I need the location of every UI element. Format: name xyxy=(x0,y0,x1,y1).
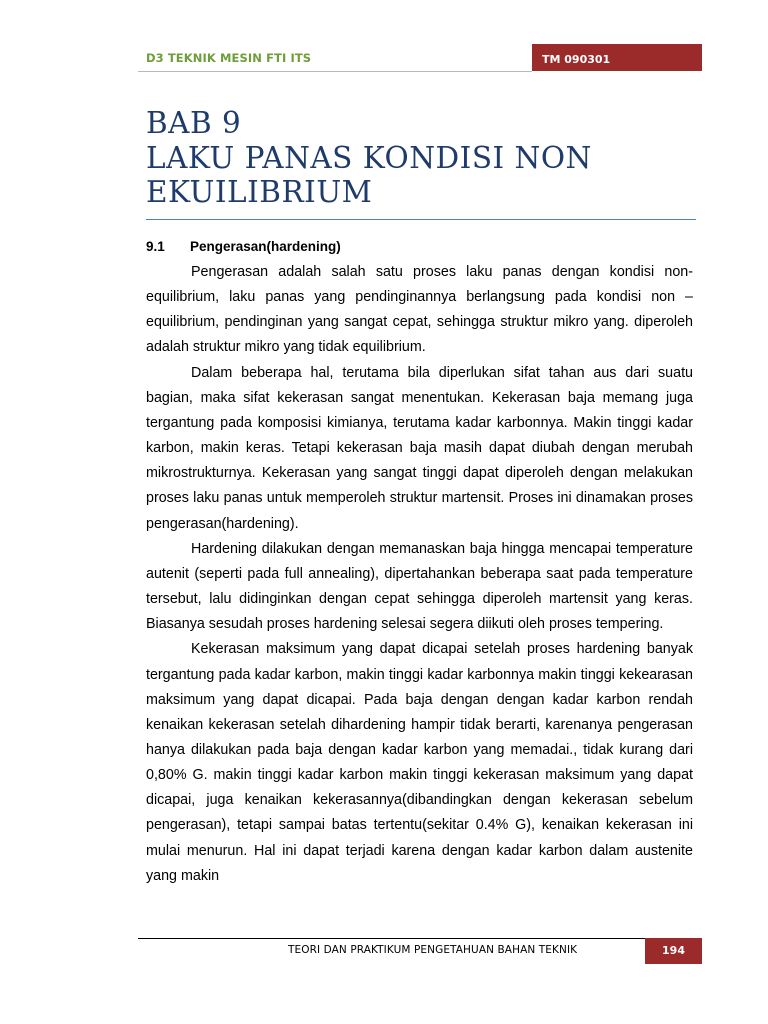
section-number: 9.1 xyxy=(146,239,165,254)
body-text xyxy=(146,260,693,889)
header-institution: D3 TEKNIK MESIN FTI ITS xyxy=(146,51,312,65)
course-code: TM 090301 xyxy=(542,53,611,66)
header-divider xyxy=(138,71,532,72)
title-divider xyxy=(146,219,696,220)
paragraph: Hardening dilakukan dengan memanaskan baja hingga mencapai temperature autenit (seperti pada full annealing), dipertahankan beberapa saat pada temperature tersebut, lalu didinginkan dengan cepat sehingga diperoleh martensit yang keras. Biasanya sesudah proses hardening selesai segera diikuti oleh proses tempering. xyxy=(146,540,693,633)
paragraph: Dalam beberapa hal, terutama bila diperlukan sifat tahan aus dari suatu bagian, maka sifat kekerasan sangat menentukan. Kekerasan baja memang juga tergantung pada komposisi kimianya, terutama kadar karbonnya. Makin tinggi kadar karbon, makin keras. Tetapi kekerasan baja masih dapat diubah dengan merubah mikrostrukturnya. Kekerasan yang sangat tinggi dapat diperoleh dengan melakukan proses laku panas untuk memperoleh struktur martensit. Proses ini dinamakan proses pengerasan(hardening). xyxy=(146,364,693,532)
page-number: 194 xyxy=(662,944,685,957)
section-title: Pengerasan(hardening) xyxy=(190,239,341,254)
chapter-title xyxy=(146,106,706,210)
section-heading xyxy=(146,239,341,254)
chapter-title-line-2: EKUILIBRIUM xyxy=(146,175,373,209)
footer-divider xyxy=(138,938,645,939)
chapter-title-line-1: LAKU PANAS KONDISI NON xyxy=(146,140,592,175)
paragraph: Kekerasan maksimum yang dapat dicapai setelah proses hardening banyak tergantung pada kadar karbon, makin tinggi kadar karbonnya makin tinggi kekearasan maksimum yang dapat dicapai. Pada baja dengan dengan kadar karbon rendah kenaikan kekerasan setelah dihardening hampir tidak berarti, karenanya pengerasan hanya dilakukan pada baja dengan kadar karbon yang memadai., tidak kurang dari 0,80% G. makin tinggi kadar karbon makin tinggi kekerasan maksimum yang dapat dicapai, juga kenaikan kekerasannya(dibandingkan dengan kekerasan sebelum pengerasan), tetapi sampai batas tertentu(sekitar 0.4% G), kenaikan kekerasan ini mulai menurun. Hal ini dapat terjadi karena dengan kadar karbon dalam austenite yang makin xyxy=(146,641,693,884)
page-number-badge xyxy=(645,938,702,964)
paragraph: Pengerasan adalah salah satu proses laku panas dengan kondisi non-equilibrium, laku panas yang pendinginannya berlangsung pada kondisi non – equilibrium, pendinginan yang sangat cepat, sehingga struktur mikro yang. diperoleh adalah struktur mikro yang tidak equilibrium. xyxy=(146,264,693,356)
footer-book-title: TEORI DAN PRAKTIKUM PENGETAHUAN BAHAN TEKNIK xyxy=(288,944,578,956)
chapter-number: BAB 9 xyxy=(146,106,242,140)
course-code-badge xyxy=(532,44,702,71)
